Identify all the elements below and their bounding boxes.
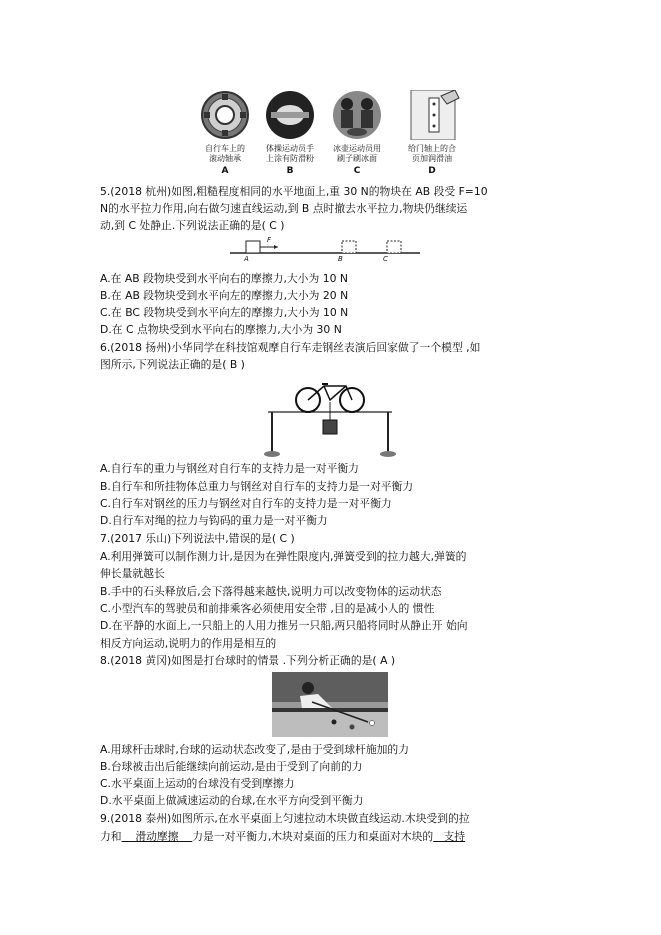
q6-option-a: A.自行车的重力与钢丝对自行车的支持力是一对平衡力	[100, 462, 359, 475]
q8-option-a: A.用球杆击球时,台球的运动状态改变了,是由于受到球杆施加的力	[100, 743, 410, 756]
q5-stem-line1: 5.(2018 杭州)如图,粗糙程度相同的水平地面上,重 30 N的物块在 AB 段受 F=10	[100, 185, 488, 198]
q5-stem-line3: 动,到 C 处静止.下列说法正确的是( C )	[100, 219, 285, 232]
q7-option-b: B.手中的石头释放后,会下落得越来越快,说明力可以改变物体的运动状态	[100, 585, 442, 598]
q5-option-c: C.在 BC 段物块受到水平向左的摩擦力,大小为 10 N	[100, 306, 349, 319]
q5-figure	[230, 236, 420, 264]
figure-d-letter: D	[428, 166, 436, 176]
gymnast-hands-image	[265, 90, 315, 140]
q5-option-a: A.在 AB 段物块受到水平向右的摩擦力,大小为 10 N	[100, 272, 348, 285]
curling-image	[332, 90, 382, 140]
q9-stem-line1: 9.(2018 泰州)如图所示,在水平桌面上匀速拉动木块做直线运动.木块受到的拉	[100, 812, 470, 825]
q6-stem-line2: 图所示,下列说法正确的是( B )	[100, 358, 245, 371]
q7-stem: 7.(2017 乐山)下列说法中,错误的是( C )	[100, 532, 295, 545]
q8-option-b: B.台球被击出后能继续向前运动,是由于受到了向前的力	[100, 760, 363, 773]
q5-stem-line2: N的水平拉力作用,向右做匀速直线运动,到 B 点时撤去水平拉力,物块仍继续运	[100, 202, 468, 215]
q7-option-d-line2: 相反方向运动,说明力的作用是相互的	[100, 637, 277, 650]
q9-answer-blank-1: 滑动摩擦	[121, 830, 193, 843]
q6-stem-line1: 6.(2018 扬州)小华同学在科技馆观摩自行车走钢丝表演后回家做了一个模型 ,如	[100, 341, 481, 354]
q5-option-b: B.在 AB 段物块受到水平向左的摩擦力,大小为 20 N	[100, 289, 349, 302]
q5-option-d: D.在 C 点物块受到水平向右的摩擦力,大小为 30 N	[100, 323, 342, 336]
figure-row-top	[195, 88, 485, 178]
billiards-photo	[272, 672, 388, 737]
figure-c-letter: C	[353, 166, 361, 176]
figure-a-letter: A	[221, 166, 229, 176]
door-hinge-image	[403, 90, 463, 140]
q9-text-b: 力是一对平衡力,木块对桌面的压力和桌面对木块的	[192, 830, 434, 843]
q8-option-c: C.水平桌面上运动的台球没有受到摩擦力	[100, 777, 295, 790]
q5-diagram	[230, 236, 420, 264]
bearing-image	[200, 90, 250, 140]
q7-option-d-line1: D.在平静的水面上,一只船上的人用力推另一只船,两只船将同时从静止开 始向	[100, 619, 468, 632]
bicycle-tightrope-image	[262, 376, 398, 458]
figure-d-caption: 给门轴上的合 页加润滑油	[408, 144, 456, 163]
q8-stem: 8.(2018 黄冈)如图是打台球时的情景 .下列分析正确的是( A )	[100, 654, 396, 667]
q6-option-d: D.自行车对绳的拉力与钩码的重力是一对平衡力	[100, 514, 328, 527]
figure-b-caption: 体操运动员手 上涂有防滑粉	[266, 144, 314, 163]
figure-c-caption: 冰壶运动员用 刷子刷冰面	[333, 144, 381, 163]
q9-answer-blank-2: 支持	[433, 830, 466, 843]
q9-text-a: 力和	[100, 830, 122, 843]
q5-label-A: A	[244, 255, 249, 263]
q5-label-F: F	[267, 236, 272, 244]
q7-option-a-line1: A.利用弹簧可以制作测力计,是因为在弹性限度内,弹簧受到的拉力越大,弹簧的	[100, 550, 467, 563]
q8-option-d: D.水平桌面上做减速运动的台球,在水平方向受到平衡力	[100, 794, 364, 807]
q7-option-c: C.小型汽车的驾驶员和前排乘客必须使用安全带 ,目的是减小人的 惯性	[100, 602, 435, 615]
q6-option-c: C.自行车对钢丝的压力与钢丝对自行车的支持力是一对平衡力	[100, 497, 392, 510]
q9-stem-line2	[100, 829, 465, 845]
figure-b-letter: B	[286, 166, 294, 176]
q5-label-B: B	[338, 255, 343, 263]
q5-label-C: C	[383, 255, 388, 263]
q6-option-b: B.自行车和所挂物体总重力与钢丝对自行车的支持力是一对平衡力	[100, 480, 414, 493]
figure-a-caption: 自行车上的 滚动轴承	[205, 144, 245, 163]
q7-option-a-line2: 伸长量就越长	[100, 567, 165, 580]
